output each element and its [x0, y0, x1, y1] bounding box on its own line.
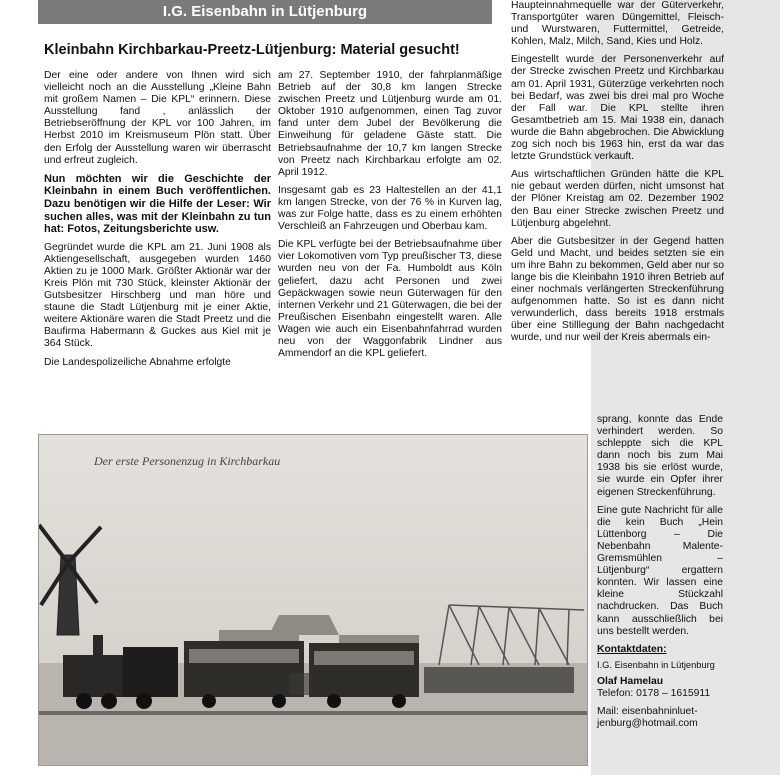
contact-org: I.G. Eisenbahn in Lütjenburg	[597, 659, 715, 670]
contact-heading: Kontaktdaten:	[597, 643, 667, 655]
paragraph: Eingestellt wurde der Personenverkehr auf der Strecke zwischen Preetz und Kirchbarkau am 01. April 1931, Güterzüge verkehrten noch bei Bedarf, was zwei bis drei mal pro Woche der Fall war. Die KPL stellte ihren Gesamtbetrieb am 15. Mai 1938 ein, danach wurde die Bahn abgebrochen. Die Abwicklung zog sich noch bis 1963 hin, erst da war das letzte Grundstück verkauft.	[511, 54, 724, 163]
paragraph: Haupteinnahmequelle war der Güterverkehr, Transportgüter waren Düngemittel, Fleisch- und Wurstwaren, Futtermittel, Getreide, Kohlen, Malz, Milch, Sand, Kies und Holz.	[511, 0, 724, 48]
paragraph: Insgesamt gab es 23 Haltestellen an der 41,1 km langen Strecke, von der 76 % in Kurven lag, was zur Folge hatte, dass es zu einem erhöhten Verschleiß an Fahrzeugen und Oberbau kam.	[278, 184, 502, 233]
paragraph: Aber die Gutsbesitzer in der Gegend hatten Geld und Macht, und beides setzten sie ein um ihre Bahn zu bekommen, Geld aber nur so lange bis die Kleinbahn 1910 ihren Betrieb auf einer nochmals verlängerten Streckenführung aufgenommen hatte. So ist es dann nicht verwunderlich, dass bereits 1918 erstmals über eine Stilllegung der Bahn nachgedacht wurde, und nur weil der Kreis abermals ein-	[511, 235, 724, 344]
section-header: I.G. Eisenbahn in Lütjenburg	[38, 0, 492, 24]
contact-mail: Mail: eisenbahninluet-	[597, 706, 698, 718]
paragraph: Aus wirtschaftlichen Gründen hätte die KPL nie gebaut werden dürfen, nicht umsonst hat der Plöner Kreistag am 02. Dezember 1902 den Bau einer Strecke zwischen Preetz und Lütjenburg abgelehnt.	[511, 169, 724, 229]
article-column-2	[278, 70, 502, 366]
photo-illustration	[39, 435, 587, 765]
contact-block	[597, 644, 723, 731]
article-title: Kleinbahn Kirchbarkau-Preetz-Lütjenburg: Material gesucht!	[44, 42, 460, 58]
paragraph: sprang, konnte das Ende verhindert werden. So schleppte sich die KPL dann noch bis zum Mai 1938 bis sie erlöst wurde, sie wurde ein Opfer ihrer eigenen Streckenführung.	[597, 414, 723, 498]
article-column-3-continued	[597, 414, 723, 730]
article-column-3	[511, 0, 724, 351]
paragraph: Die Landespolizeiliche Abnahme erfolgte	[44, 356, 231, 368]
photo-caption: Der erste Personenzug in Kirchbarkau	[94, 454, 281, 468]
contact-name: Olaf Hamelau	[597, 675, 664, 687]
paragraph: Gegründet wurde die KPL am 21. Juni 1908 als Aktiengesellschaft, ausgegeben wurden 1460 Aktien zu je 1000 Mark. Größter Aktionär war der Kreis Plön mit 730 Stück, kleinster Aktionär der Gutsbesitzer Hirschberg und man höre und staune die Stadt Lütjenburg mit je einer Aktie, weitere Aktionäre waren die Stadt Preetz und die Baufirma Habermann & Guckes aus Kiel mit je 364 Stück.	[44, 241, 271, 350]
paragraph-appeal: Nun möchten wir die Geschichte der Kleinbahn in einem Buch veröffentlichen. Dazu benötigen wir die Hilfe der Leser: Wir suchen alles, was mit der Kleinbahn zu tun hat: Fotos, Zeitungsberichte usw.	[44, 172, 271, 236]
paragraph: Eine gute Nachricht für alle die kein Buch „Hein Lüttenborg – Die Nebenbahn Malente-Gremsmühlen – Lütjenburg“ ergattern konnten. Wir lassen eine kleine Stückzahl nachdrucken. Das Buch kann ausschließlich bei uns bestellt werden.	[597, 504, 723, 637]
paragraph: Der eine oder andere von Ihnen wird sich vielleicht noch an die Ausstellung „Kleine Bahn mit großem Namen – Die KPL“ erinnern. Diese Ausstellung fand , anlässlich der Betriebseröffnung der KPL vor 100 Jahren, im Herbst 2010 im Kreismuseum Plön statt. Über den Erfolg der Ausstellung waren wir überrascht und erfreut zugleich.	[44, 70, 271, 166]
contact-mail-continued: jenburg@hotmail.com	[597, 718, 698, 730]
historic-train-photo	[38, 434, 588, 766]
paragraph: Die KPL verfügte bei der Betriebsaufnahme über vier Lokomotiven vom Typ preußischer T3, diese wurden neu von der Fa. Humboldt aus Köln geliefert, dazu acht Personen und zwei Gepäckwagen sowie neun Güterwagen für den internen Verkehr und 21 Güterwagen, die bei der Preußischen Eisenbahn eingestellt waren. Alle Wagen wie auch ein Eisenbahnfahrrad wurden neu von der Waggonfabrik Lindner aus Ammendorf an die KPL geliefert.	[278, 239, 502, 360]
contact-phone: Telefon: 0178 – 1615911	[597, 687, 711, 699]
paragraph: am 27. September 1910, der fahrplanmäßige Betrieb auf der 30,8 km langen Strecke zwischen Preetz und Lütjenburg wurde am 01. Oktober 1910 aufgenommen, einen Tag zuvor fand unter dem Jubel der Bevölkerung die Einweihung für geladene Gäste statt. Die Betriebsaufnahme der 10,7 km langen Strecke von Preetz nach Kirchbarkau erfolgte am 02. April 1912.	[278, 70, 502, 178]
article-column-1	[44, 70, 271, 375]
